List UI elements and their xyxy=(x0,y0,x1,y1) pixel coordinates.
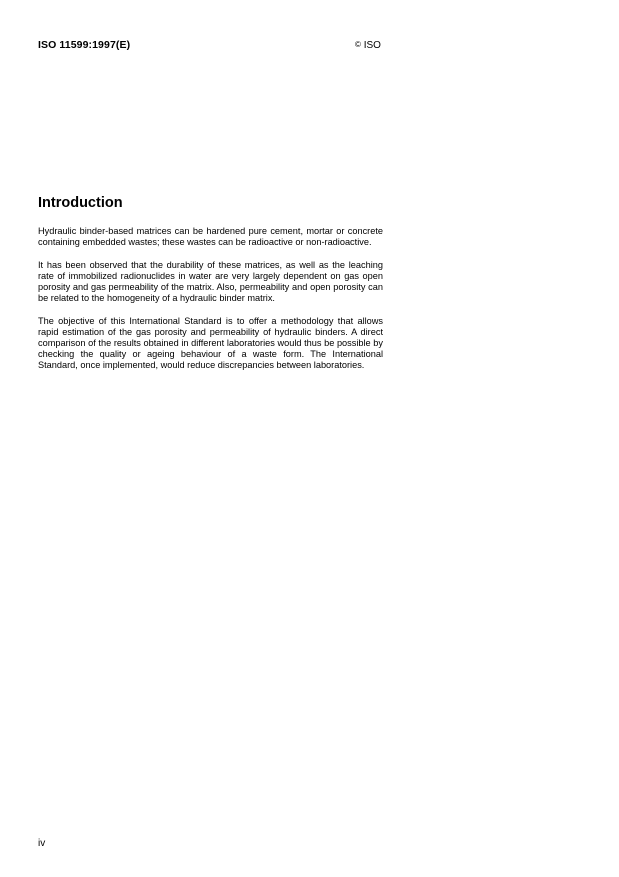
copyright-owner: ISO xyxy=(363,40,381,51)
section-title: Introduction xyxy=(38,195,123,211)
copyright-symbol: © xyxy=(355,40,361,49)
copyright-notice xyxy=(355,40,381,51)
paragraph-2: It has been observed that the durability of these matrices, as well as the leaching rate of immobilized radionuclides in water are very largely dependent on gas open porosity and gas permeability of the matrix. Also, permeability and open porosity can be related to the homogeneity of a hydraulic binder matrix. xyxy=(38,259,383,303)
paragraph-3: The objective of this International Standard is to offer a methodology that allows rapid estimation of the gas porosity and permeability of hydraulic binders. A direct comparison of the results obtained in different laboratories would thus be possible by checking the quality or ageing behaviour of a waste form. The International Standard, once implemented, would reduce discrepancies between laboratories. xyxy=(38,315,383,370)
paragraph-1: Hydraulic binder-based matrices can be hardened pure cement, mortar or concrete containing embedded wastes; these wastes can be radioactive or non-radioactive. xyxy=(38,226,383,248)
section-body xyxy=(38,226,383,383)
page-number: iv xyxy=(38,838,46,849)
document-id: ISO 11599:1997(E) xyxy=(38,39,131,51)
